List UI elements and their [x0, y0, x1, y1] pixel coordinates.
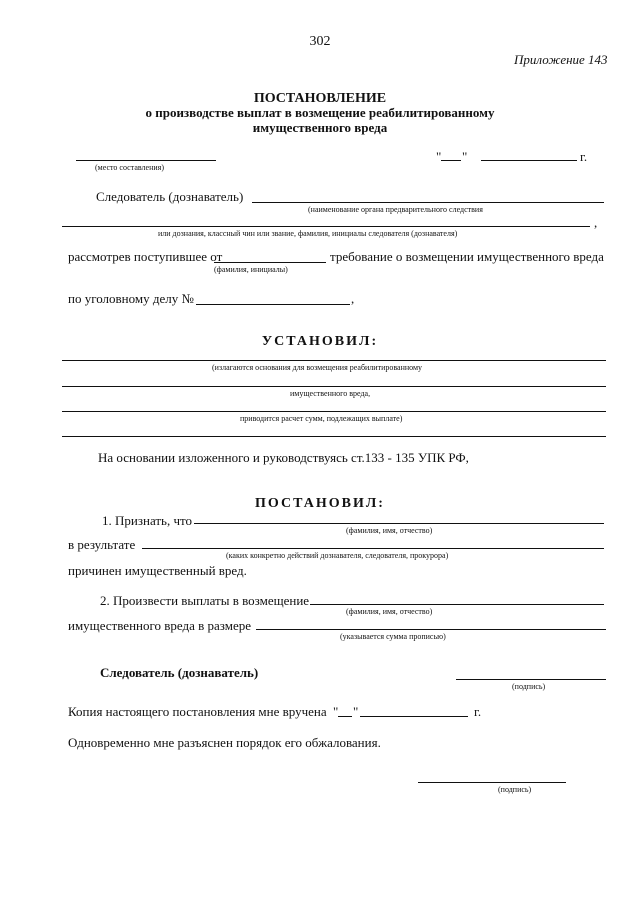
considered-caption: (фамилия, инициалы) — [214, 265, 288, 274]
copy-quote-open: " — [333, 704, 339, 719]
established-heading: УСТАНОВИЛ: — [261, 334, 379, 349]
signature-caption: (подпись) — [512, 682, 546, 691]
resolved-result-caption: (каких конкретно действий дознавателя, следователя, прокурора) — [226, 551, 449, 560]
case-comma: , — [351, 291, 355, 306]
considered-from-line[interactable] — [214, 262, 326, 263]
resolved-item2-caption: (фамилия, имя, отчество) — [346, 607, 433, 616]
resolved-item1-prefix: 1. Признать, что — [102, 513, 193, 528]
resolved-heading: ПОСТАНОВИЛ: — [255, 496, 385, 511]
investigator-label: Следователь (дознаватель) — [96, 189, 244, 204]
place-line[interactable] — [76, 160, 216, 161]
considered-suffix: требование о возмещении имущественного вреда — [330, 249, 604, 264]
established-caption-2: имущественного вреда, — [290, 389, 371, 398]
established-caption-3: приводится расчет сумм, подлежащих выплате) — [240, 414, 403, 423]
investigator-name-line[interactable] — [62, 226, 590, 227]
resolved-item1-line[interactable] — [194, 523, 604, 524]
document-subtitle-line2: имущественного вреда — [252, 120, 388, 135]
place-caption: (место составления) — [95, 163, 164, 172]
investigator-caption-2: или дознания, классный чин или звание, фамилия, инициалы следователя (дознавателя) — [158, 229, 458, 238]
investigator-caption-1: (наименование органа предварительного следствия — [308, 205, 483, 214]
established-line-4[interactable] — [62, 436, 606, 437]
copy-year-suffix: г. — [474, 704, 482, 719]
established-line-2[interactable] — [62, 386, 606, 387]
resolved-item2-line[interactable] — [310, 604, 604, 605]
document-subtitle-line1: о производстве выплат в возмещение реабилитированному — [145, 105, 495, 120]
resolved-item1-caption: (фамилия, имя, отчество) — [346, 526, 433, 535]
resolved-amount-caption: (указывается сумма прописью) — [340, 632, 446, 641]
copy-quote-close: " — [353, 704, 359, 719]
page-number: 302 — [309, 34, 331, 49]
date-quote-open: " — [436, 149, 442, 164]
date-quote-close: " — [462, 149, 468, 164]
resolved-damage-text: причинен имущественный вред. — [68, 563, 247, 578]
copy-month-line[interactable] — [360, 716, 468, 717]
considered-prefix: рассмотрев поступившее от — [68, 249, 223, 264]
final-signature-line[interactable] — [418, 782, 566, 783]
investigator-comma: , — [594, 215, 598, 230]
date-year-suffix: г. — [580, 149, 588, 164]
resolved-amount-line[interactable] — [256, 629, 606, 630]
resolved-amount-prefix: имущественного вреда в размере — [68, 618, 251, 633]
copy-day-line[interactable] — [338, 716, 352, 717]
signature-line[interactable] — [456, 679, 606, 680]
appendix-label: Приложение 143 — [514, 52, 608, 67]
established-caption-1: (излагаются основания для возмещения реабилитированному — [212, 363, 423, 372]
established-line-1[interactable] — [62, 360, 606, 361]
date-day-line[interactable] — [441, 160, 461, 161]
resolved-result-prefix: в результате — [68, 537, 136, 552]
investigator-organ-line[interactable] — [252, 202, 604, 203]
signature-label: Следователь (дознаватель) — [100, 665, 259, 680]
resolved-item2-prefix: 2. Произвести выплаты в возмещение — [100, 593, 310, 608]
copy-prefix: Копия настоящего постановления мне вручена — [68, 704, 327, 719]
established-line-3[interactable] — [62, 411, 606, 412]
basis-text: На основании изложенного и руководствуясь ст.133 - 135 УПК РФ, — [98, 450, 469, 465]
case-number-line[interactable] — [196, 304, 350, 305]
explained-text: Одновременно мне разъяснен порядок его обжалования. — [68, 735, 381, 750]
document-title: ПОСТАНОВЛЕНИЕ — [253, 91, 387, 106]
case-label: по уголовному делу № — [68, 291, 194, 306]
resolved-result-line[interactable] — [142, 548, 604, 549]
date-month-line[interactable] — [481, 160, 577, 161]
final-signature-caption: (подпись) — [498, 785, 532, 794]
